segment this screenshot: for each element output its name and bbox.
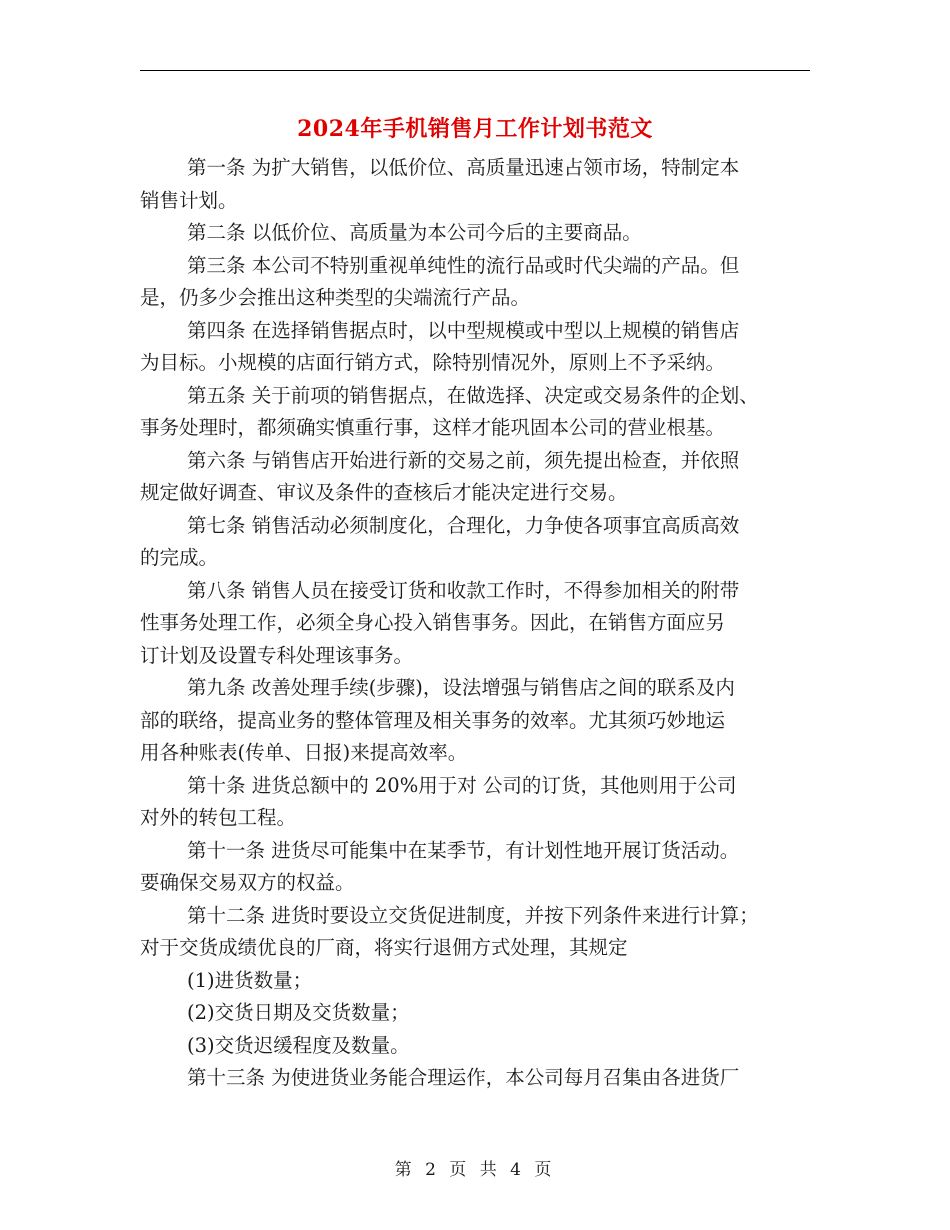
text-line: 部的联络，提高业务的整体管理及相关事务的效率。尤其须巧妙地运 bbox=[140, 708, 726, 732]
document-body bbox=[140, 152, 812, 1095]
text-line: 销售计划。 bbox=[140, 188, 238, 212]
text-line: 第十二条 进货时要设立交货促进制度，并按下列条件来进行计算； bbox=[187, 903, 759, 927]
text-line: 的完成。 bbox=[140, 546, 219, 569]
document-title: 2024年手机销售月工作计划书范文 bbox=[297, 116, 653, 142]
header-rule bbox=[140, 70, 810, 71]
text-line: 第六条 与销售店开始进行新的交易之前，须先提出检查，并依照 bbox=[187, 448, 740, 472]
text-line: 第八条 销售人员在接受订货和收款工作时，不得参加相关的附带 bbox=[187, 578, 740, 602]
text-line: 要确保交易双方的权益。 bbox=[140, 871, 355, 894]
text-line: 对外的转包工程。 bbox=[140, 806, 297, 829]
text-line: 对于交货成绩优良的厂商，将实行退佣方式处理，其规定 bbox=[140, 936, 628, 959]
text-line: 规定做好调查、审议及条件的查核后才能决定进行交易。 bbox=[140, 481, 628, 504]
page-footer: 第 2 页 共 4 页 bbox=[394, 1160, 556, 1180]
text-line: 事务处理时，都须确实慎重行事，这样才能巩固本公司的营业根基。 bbox=[140, 416, 726, 439]
text-line: 是，仍多少会推出这种类型的尖端流行产品。 bbox=[140, 286, 531, 309]
text-line: 性事务处理工作，必须全身心投入销售事务。因此，在销售方面应另 bbox=[140, 611, 726, 634]
text-line: 第十一条 进货尽可能集中在某季节，有计划性地开展订货活动。 bbox=[187, 838, 740, 862]
text-line: 第三条 本公司不特别重视单纯性的流行品或时代尖端的产品。但 bbox=[187, 253, 740, 277]
text-line: (2)交货日期及交货数量； bbox=[187, 1001, 410, 1024]
text-line: (1)进货数量； bbox=[187, 968, 313, 992]
text-line: 第七条 销售活动必须制度化，合理化，力争使各项事宜高质高效 bbox=[187, 513, 740, 537]
text-line: 第一条 为扩大销售，以低价位、高质量迅速占领市场，特制定本 bbox=[187, 156, 740, 179]
text-line: 第二条 以低价位、高质量为本公司今后的主要商品。 bbox=[187, 221, 642, 244]
text-line: 为目标。小规模的店面行销方式，除特别情况外，原则上不予采纳。 bbox=[140, 351, 726, 374]
text-line: 第十条 进货总额中的 20%用于对 公司的订货，其他则用于公司 bbox=[187, 773, 737, 797]
text-line: (3)交货迟缓程度及数量。 bbox=[187, 1033, 410, 1057]
text-line: 第五条 关于前项的销售据点，在做选择、决定或交易条件的企划、 bbox=[187, 383, 759, 407]
text-line: 用各种账表(传单、日报)来提高效率。 bbox=[140, 741, 468, 764]
text-line: 第四条 在选择销售据点时，以中型规模或中型以上规模的销售店 bbox=[187, 318, 740, 342]
text-line: 第十三条 为使进货业务能合理运作，本公司每月召集由各进货厂 bbox=[187, 1066, 740, 1089]
text-line: 第九条 改善处理手续(步骤)，设法增强与销售店之间的联系及内 bbox=[187, 676, 735, 699]
text-line: 订计划及设置专科处理该事务。 bbox=[140, 643, 414, 667]
